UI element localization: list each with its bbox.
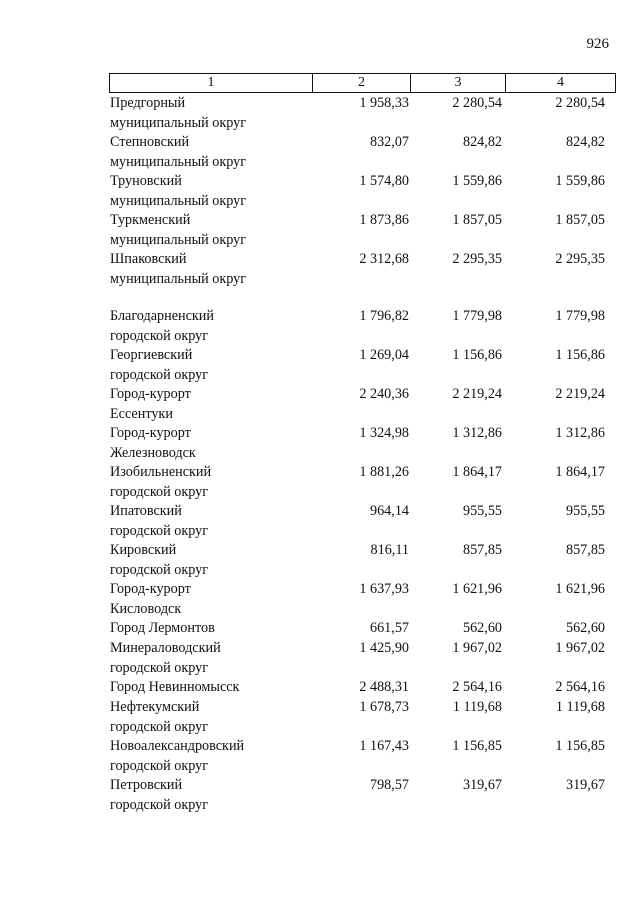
row-value-col3: 1 967,02 <box>452 640 502 656</box>
row-name: Город-курорт Кисловодск <box>110 581 191 617</box>
row-value-col2: 2 488,31 <box>359 679 409 695</box>
table-row <box>109 385 616 424</box>
table-row <box>109 776 616 815</box>
row-value-col3: 2 219,24 <box>452 386 502 402</box>
row-value-col4: 2 219,24 <box>555 386 605 402</box>
table-body <box>109 94 616 815</box>
row-value-col3: 1 864,17 <box>452 464 502 480</box>
row-name: Георгиевский городской округ <box>110 347 209 383</box>
row-value-col3: 1 559,86 <box>452 173 502 189</box>
table-row <box>109 678 616 698</box>
row-name: Изобильненский городской округ <box>110 464 212 500</box>
section-spacer <box>109 289 616 307</box>
table-row <box>109 502 616 541</box>
row-value-col4: 955,55 <box>565 503 605 519</box>
row-value-col2: 1 167,43 <box>359 738 409 754</box>
row-value-col3: 1 119,68 <box>452 699 502 715</box>
row-value-col4: 1 621,96 <box>555 581 605 597</box>
table-row <box>109 307 616 346</box>
row-value-col2: 816,11 <box>370 542 409 558</box>
row-value-col3: 857,85 <box>462 542 502 558</box>
table-row <box>109 580 616 619</box>
row-name: Туркменский муниципальный округ <box>110 212 247 248</box>
row-value-col3: 1 621,96 <box>452 581 502 597</box>
column-header-2: 2 <box>313 74 411 92</box>
row-value-col2: 1 425,90 <box>359 640 409 656</box>
row-value-col4: 1 312,86 <box>555 425 605 441</box>
row-value-col3: 2 564,16 <box>452 679 502 695</box>
row-value-col4: 1 559,86 <box>555 173 605 189</box>
row-value-col3: 1 312,86 <box>452 425 502 441</box>
row-name: Предгорный муниципальный округ <box>110 95 247 131</box>
row-value-col4: 1 967,02 <box>555 640 605 656</box>
row-value-col2: 661,57 <box>369 620 409 636</box>
table-header <box>109 73 616 93</box>
row-value-col3: 2 280,54 <box>452 95 502 111</box>
row-name: Шпаковский муниципальный округ <box>110 251 247 287</box>
row-value-col3: 1 779,98 <box>452 308 502 324</box>
row-value-col3: 824,82 <box>462 134 502 150</box>
row-value-col2: 2 240,36 <box>359 386 409 402</box>
table-row <box>109 346 616 385</box>
table-row <box>109 250 616 289</box>
row-value-col3: 562,60 <box>462 620 502 636</box>
table-row <box>109 424 616 463</box>
table-row <box>109 94 616 133</box>
row-value-col4: 562,60 <box>565 620 605 636</box>
page-number: 926 <box>586 36 609 52</box>
table-row <box>109 211 616 250</box>
column-header-3: 3 <box>411 74 506 92</box>
table-row <box>109 172 616 211</box>
row-value-col4: 1 857,05 <box>555 212 605 228</box>
row-name: Новоалександровский городской округ <box>110 738 245 774</box>
row-value-col2: 964,14 <box>369 503 409 519</box>
row-name: Труновский муниципальный округ <box>110 173 247 209</box>
row-value-col4: 1 119,68 <box>555 699 605 715</box>
row-name: Ипатовский городской округ <box>110 503 209 539</box>
row-value-col2: 1 678,73 <box>359 699 409 715</box>
row-value-col4: 1 156,85 <box>555 738 605 754</box>
table-row <box>109 639 616 678</box>
table-row <box>109 463 616 502</box>
row-name: Кировский городской округ <box>110 542 209 578</box>
row-value-col3: 1 156,86 <box>452 347 502 363</box>
row-value-col4: 319,67 <box>565 777 605 793</box>
row-value-col2: 1 958,33 <box>359 95 409 111</box>
row-value-col4: 857,85 <box>565 542 605 558</box>
table-row <box>109 133 616 172</box>
row-name: Город Невинномысск <box>110 679 240 695</box>
row-value-col4: 1 156,86 <box>555 347 605 363</box>
row-value-col4: 2 564,16 <box>555 679 605 695</box>
row-value-col3: 1 156,85 <box>452 738 502 754</box>
table-row <box>109 619 616 639</box>
column-header-1: 1 <box>110 74 313 92</box>
row-value-col3: 1 857,05 <box>452 212 502 228</box>
row-value-col2: 1 796,82 <box>359 308 409 324</box>
table-row <box>109 737 616 776</box>
row-value-col3: 2 295,35 <box>452 251 502 267</box>
row-name: Нефтекумский городской округ <box>110 699 209 735</box>
table-row <box>109 541 616 580</box>
row-value-col2: 1 324,98 <box>359 425 409 441</box>
row-name: Степновский муниципальный округ <box>110 134 247 170</box>
row-value-col3: 319,67 <box>462 777 502 793</box>
row-value-col2: 2 312,68 <box>359 251 409 267</box>
row-value-col4: 1 779,98 <box>555 308 605 324</box>
row-value-col2: 1 574,80 <box>359 173 409 189</box>
table-row <box>109 698 616 737</box>
row-value-col2: 1 269,04 <box>359 347 409 363</box>
row-value-col2: 1 881,26 <box>359 464 409 480</box>
row-name: Город-курорт Железноводск <box>110 425 196 461</box>
row-name: Город-курорт Ессентуки <box>110 386 191 422</box>
row-value-col4: 2 295,35 <box>555 251 605 267</box>
row-value-col2: 1 873,86 <box>359 212 409 228</box>
row-name: Минераловодский городской округ <box>110 640 221 676</box>
row-value-col2: 832,07 <box>369 134 409 150</box>
row-value-col2: 1 637,93 <box>359 581 409 597</box>
row-name: Петровский городской округ <box>110 777 209 813</box>
column-header-4: 4 <box>557 75 564 90</box>
row-value-col4: 824,82 <box>565 134 605 150</box>
row-value-col4: 1 864,17 <box>555 464 605 480</box>
row-name: Город Лермонтов <box>110 620 215 636</box>
row-value-col2: 798,57 <box>369 777 409 793</box>
row-value-col4: 2 280,54 <box>555 95 605 111</box>
row-value-col3: 955,55 <box>462 503 502 519</box>
row-name: Благодарненский городской округ <box>110 308 214 344</box>
